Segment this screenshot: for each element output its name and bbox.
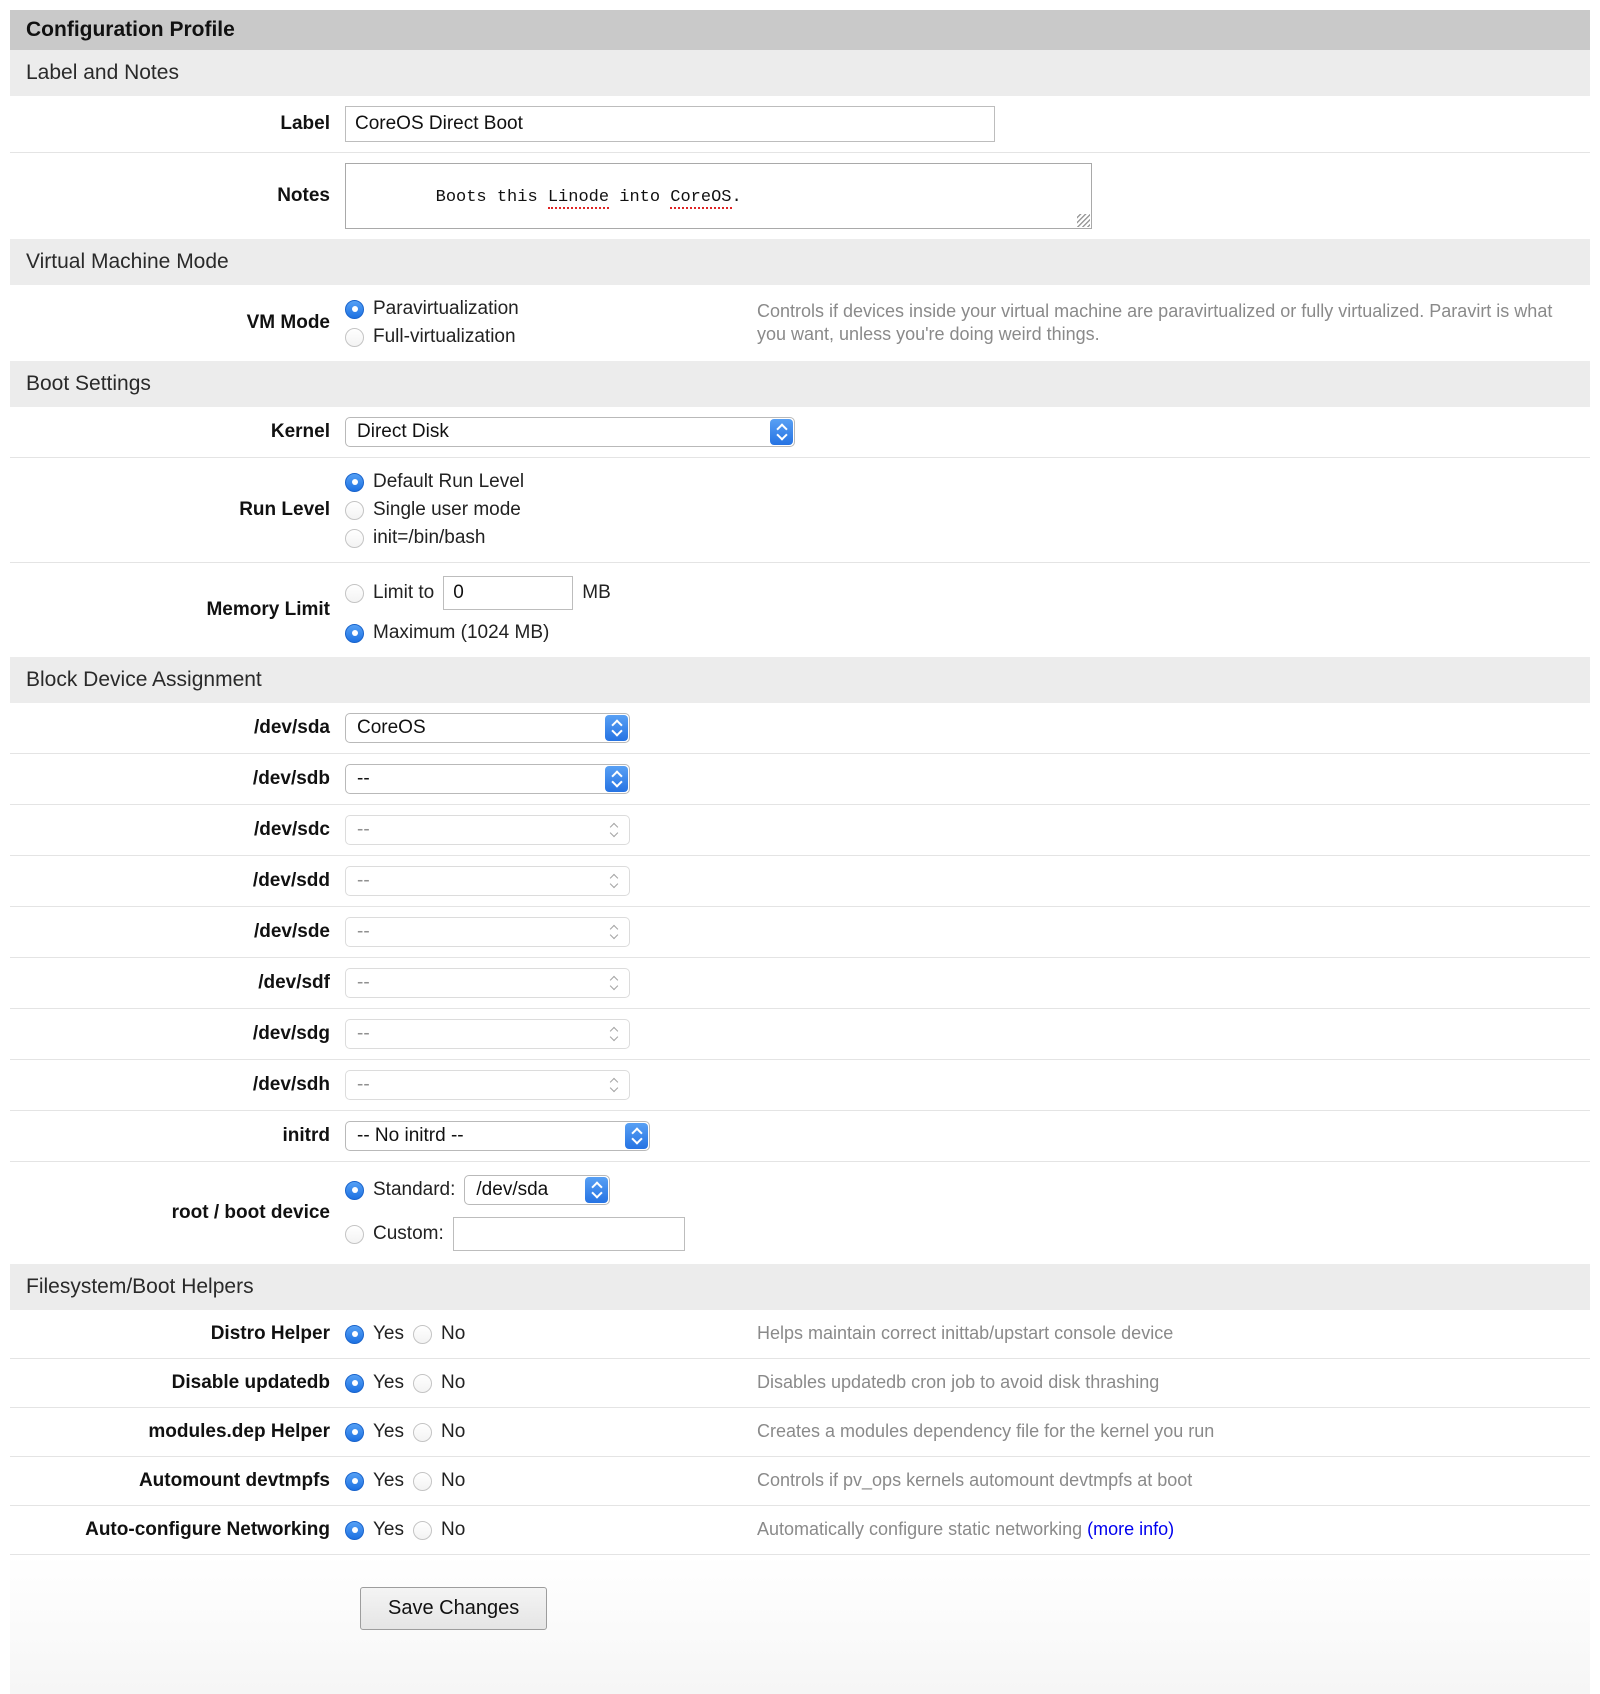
- memory-limit-input[interactable]: [443, 576, 573, 610]
- sdb-select[interactable]: [345, 764, 630, 794]
- run-level-radio-single-user[interactable]: [345, 501, 364, 520]
- run-level-radio-default[interactable]: [345, 473, 364, 492]
- page-title: Configuration Profile: [26, 18, 235, 41]
- kernel-select[interactable]: [345, 417, 795, 447]
- block-device-row: [10, 1008, 1590, 1059]
- textarea-resize-grip-icon[interactable]: [1077, 214, 1090, 227]
- block-device-row: [10, 753, 1590, 804]
- select-arrows-icon: [605, 1021, 628, 1047]
- label-row: [10, 96, 1590, 152]
- select-arrows-icon: [605, 1072, 628, 1098]
- sdg-select-value: --: [357, 1023, 370, 1044]
- disable-updatedb-radio-yes[interactable]: [345, 1374, 364, 1393]
- device-label: /dev/sdc: [253, 819, 330, 840]
- sda-select[interactable]: [345, 713, 630, 743]
- memory-limit-label: Memory Limit: [206, 599, 330, 620]
- block-device-row: [10, 855, 1590, 906]
- device-label: /dev/sdf: [258, 972, 330, 993]
- section-title: Filesystem/Boot Helpers: [26, 1275, 254, 1298]
- sdh-select-value: --: [357, 1074, 370, 1095]
- sdb-select-value: --: [357, 768, 370, 789]
- auto-configure-networking-radio-no[interactable]: [413, 1521, 432, 1540]
- select-arrows-icon: [605, 817, 628, 843]
- distro-helper-radio-no[interactable]: [413, 1325, 432, 1344]
- memory-limit-row: [10, 562, 1590, 657]
- memory-limit-radio-limit-to[interactable]: [345, 584, 364, 603]
- select-arrows-icon: [605, 919, 628, 945]
- notes-text-segment-misspelled: Linode: [547, 188, 610, 207]
- select-arrows-icon: [605, 868, 628, 894]
- select-arrows-icon: [770, 419, 793, 445]
- device-label: /dev/sdb: [252, 768, 330, 789]
- automount-devtmpfs-radio-yes[interactable]: [345, 1472, 364, 1491]
- distro-helper-radio-yes[interactable]: [345, 1325, 364, 1344]
- run-level-radio-init-bash[interactable]: [345, 529, 364, 548]
- yes-label: Yes: [373, 1519, 404, 1540]
- notes-text-segment-misspelled: CoreOS: [670, 188, 732, 207]
- save-changes-button[interactable]: Save Changes: [360, 1587, 547, 1630]
- footer: [10, 1554, 1590, 1694]
- more-info-link[interactable]: (more info): [1087, 1519, 1175, 1540]
- block-device-row: [10, 957, 1590, 1008]
- vm-mode-help-text: Controls if devices inside your virtual machine are paravirtualized or fully virtualized. Paravirt is what you want, unless you're doing weird things.: [757, 300, 1553, 344]
- section-title: Boot Settings: [26, 372, 151, 395]
- helper-help-text: Creates a modules dependency file for the kernel you run: [757, 1421, 1215, 1442]
- section-virtual-machine-mode: [10, 239, 1590, 285]
- section-block-device-assignment: [10, 657, 1590, 703]
- modules-dep-radio-yes[interactable]: [345, 1423, 364, 1442]
- device-label: /dev/sdh: [252, 1074, 330, 1095]
- helper-help-text: Controls if pv_ops kernels automount devtmpfs at boot: [757, 1470, 1193, 1491]
- sdd-select-value: --: [357, 870, 370, 891]
- root-device-radio-custom[interactable]: [345, 1225, 364, 1244]
- memory-limit-option-label: Maximum (1024 MB): [373, 622, 550, 643]
- root-boot-device-label: root / boot device: [171, 1202, 330, 1223]
- root-device-custom-input[interactable]: [453, 1217, 685, 1251]
- run-level-option-label: Single user mode: [373, 499, 521, 520]
- select-arrows-icon: [605, 970, 628, 996]
- section-title: Virtual Machine Mode: [26, 250, 229, 273]
- sdf-select: [345, 968, 630, 998]
- device-label: /dev/sda: [253, 717, 330, 738]
- memory-limit-radio-maximum[interactable]: [345, 624, 364, 643]
- helper-help-text: Helps maintain correct inittab/upstart console device: [757, 1323, 1174, 1344]
- kernel-label: Kernel: [270, 421, 330, 442]
- no-label: No: [441, 1421, 466, 1442]
- notes-text-segment: Boots this: [435, 188, 548, 207]
- section-boot-settings: [10, 361, 1590, 407]
- block-device-row: [10, 1059, 1590, 1110]
- section-title: Label and Notes: [26, 61, 179, 84]
- no-label: No: [441, 1323, 466, 1344]
- block-device-row: [10, 906, 1590, 957]
- yes-label: Yes: [373, 1421, 404, 1442]
- helper-label: Automount devtmpfs: [138, 1470, 330, 1491]
- root-boot-device-row: [10, 1161, 1590, 1264]
- section-filesystem-boot-helpers: [10, 1264, 1590, 1310]
- notes-field-label: Notes: [277, 185, 330, 206]
- sde-select-value: --: [357, 921, 370, 942]
- helper-label: Auto-configure Networking: [85, 1519, 330, 1540]
- notes-text-segment: into: [609, 188, 671, 207]
- select-arrows-icon: [585, 1177, 608, 1203]
- helper-row-disable-updatedb: [10, 1358, 1590, 1407]
- label-field-label: Label: [280, 113, 330, 134]
- select-arrows-icon: [605, 715, 628, 741]
- memory-limit-option-label: Limit to: [373, 582, 435, 603]
- initrd-select-value: -- No initrd --: [357, 1125, 464, 1146]
- section-title: Block Device Assignment: [26, 668, 262, 691]
- run-level-option-label: Default Run Level: [373, 471, 525, 492]
- label-input[interactable]: [345, 106, 995, 142]
- initrd-label: initrd: [282, 1125, 330, 1146]
- no-label: No: [441, 1372, 466, 1393]
- helper-help-text: Automatically configure static networking: [757, 1519, 1088, 1540]
- initrd-select[interactable]: [345, 1121, 650, 1151]
- block-device-row: [10, 703, 1590, 753]
- kernel-row: [10, 407, 1590, 457]
- device-label: /dev/sdg: [252, 1023, 330, 1044]
- select-arrows-icon: [625, 1123, 648, 1149]
- vm-mode-option-label: Full-virtualization: [373, 326, 516, 347]
- helper-label: modules.dep Helper: [148, 1421, 330, 1442]
- sdg-select: [345, 1019, 630, 1049]
- helper-row-distro-helper: [10, 1310, 1590, 1358]
- memory-limit-unit-label: MB: [582, 582, 611, 603]
- device-label: /dev/sdd: [252, 870, 330, 891]
- sde-select: [345, 917, 630, 947]
- run-level-label: Run Level: [239, 499, 330, 520]
- vm-mode-radio-full-virtualization[interactable]: [345, 328, 364, 347]
- page-header: [10, 10, 1590, 50]
- helper-label: Distro Helper: [210, 1323, 330, 1344]
- initrd-row: [10, 1110, 1590, 1161]
- run-level-option-label: init=/bin/bash: [373, 527, 486, 548]
- run-level-row: [10, 457, 1590, 562]
- auto-configure-networking-radio-yes[interactable]: [345, 1521, 364, 1540]
- no-label: No: [441, 1470, 466, 1491]
- helper-help-text: Disables updatedb cron job to avoid disk thrashing: [757, 1372, 1160, 1393]
- yes-label: Yes: [373, 1470, 404, 1491]
- yes-label: Yes: [373, 1323, 404, 1344]
- sdd-select: [345, 866, 630, 896]
- vm-mode-option-label: Paravirtualization: [373, 298, 519, 319]
- root-device-standard-value: /dev/sda: [476, 1179, 549, 1200]
- helper-row-automount-devtmpfs: [10, 1456, 1590, 1505]
- sdc-select-value: --: [357, 819, 370, 840]
- section-label-and-notes: [10, 50, 1590, 96]
- notes-textarea[interactable]: [345, 163, 1092, 229]
- device-label: /dev/sde: [253, 921, 330, 942]
- root-device-radio-standard[interactable]: [345, 1181, 364, 1200]
- sda-select-value: CoreOS: [357, 717, 426, 738]
- no-label: No: [441, 1519, 466, 1540]
- select-arrows-icon: [605, 766, 628, 792]
- root-device-custom-label: Custom:: [373, 1223, 444, 1244]
- sdh-select: [345, 1070, 630, 1100]
- yes-label: Yes: [373, 1372, 404, 1393]
- sdc-select: [345, 815, 630, 845]
- automount-devtmpfs-radio-no[interactable]: [413, 1472, 432, 1491]
- helper-row-modules-dep: [10, 1407, 1590, 1456]
- vm-mode-row: [10, 285, 1590, 361]
- modules-dep-radio-no[interactable]: [413, 1423, 432, 1442]
- notes-text-segment: .: [731, 188, 742, 207]
- helper-row-auto-configure-networking: [10, 1505, 1590, 1554]
- vm-mode-label: VM Mode: [246, 312, 330, 333]
- root-device-standard-label: Standard:: [373, 1179, 456, 1200]
- root-device-standard-select[interactable]: [464, 1175, 610, 1205]
- sdf-select-value: --: [357, 972, 370, 993]
- vm-mode-radio-paravirtualization[interactable]: [345, 300, 364, 319]
- notes-row: [10, 152, 1590, 239]
- helper-label: Disable updatedb: [171, 1372, 330, 1393]
- kernel-select-value: Direct Disk: [357, 421, 449, 442]
- disable-updatedb-radio-no[interactable]: [413, 1374, 432, 1393]
- block-device-row: [10, 804, 1590, 855]
